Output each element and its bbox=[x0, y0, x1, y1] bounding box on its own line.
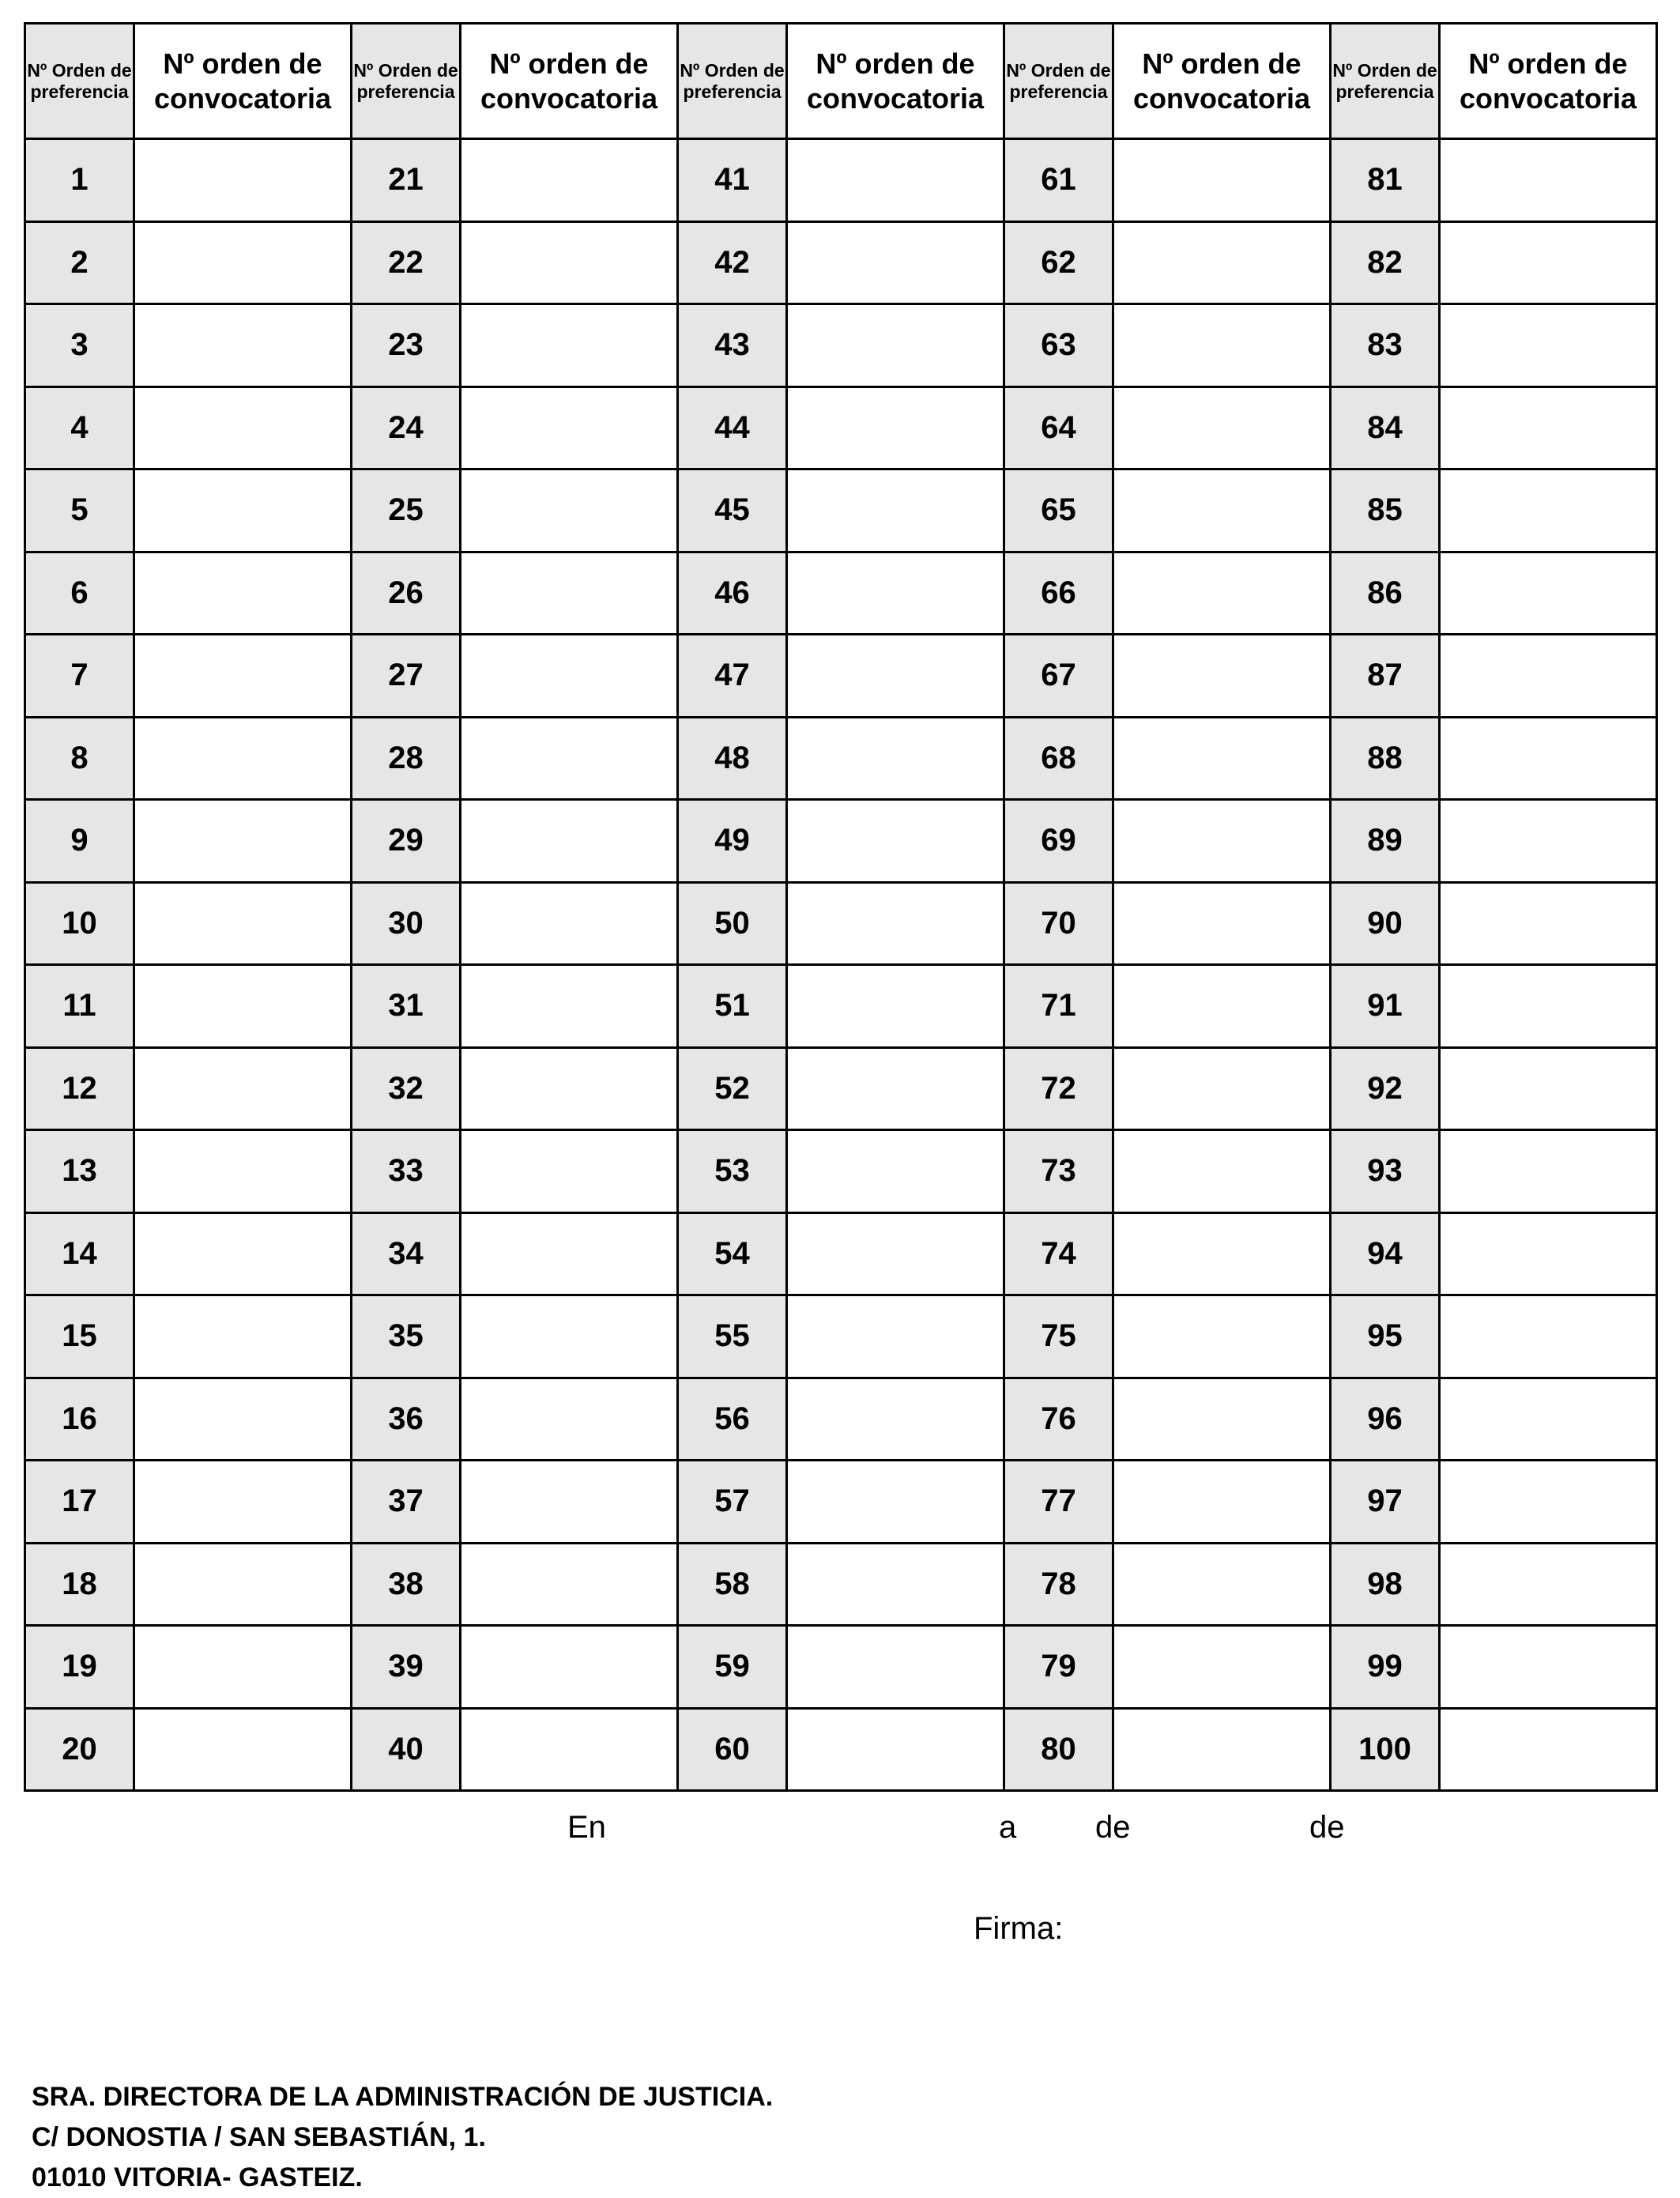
preference-number-cell: 62 bbox=[1004, 221, 1113, 304]
preference-number-cell: 24 bbox=[352, 386, 461, 469]
preference-number-cell: 2 bbox=[25, 221, 134, 304]
header-orden-convocatoria: Nº orden de convocatoria bbox=[787, 24, 1004, 139]
convocatoria-input-cell[interactable] bbox=[134, 1708, 352, 1791]
preference-number-cell: 94 bbox=[1331, 1212, 1440, 1295]
convocatoria-input-cell[interactable] bbox=[787, 386, 1004, 469]
address-line-recipient: SRA. DIRECTORA DE LA ADMINISTRACIÓN DE JUSTICIA. bbox=[32, 2082, 774, 2112]
table-row bbox=[25, 386, 1657, 469]
preference-number-cell: 88 bbox=[1331, 717, 1440, 800]
header-orden-convocatoria: Nº orden de convocatoria bbox=[134, 24, 352, 139]
date-label-de-year: de bbox=[1309, 1810, 1345, 1845]
convocatoria-input-cell[interactable] bbox=[461, 635, 678, 718]
preference-number-cell: 5 bbox=[25, 469, 134, 552]
preference-number-cell: 17 bbox=[25, 1461, 134, 1544]
date-label-a: a bbox=[999, 1810, 1017, 1845]
table-row bbox=[25, 469, 1657, 552]
preference-number-cell: 15 bbox=[25, 1295, 134, 1378]
preference-number-cell: 32 bbox=[352, 1047, 461, 1130]
convocatoria-input-cell[interactable] bbox=[461, 882, 678, 965]
preference-number-cell: 79 bbox=[1004, 1626, 1113, 1709]
preference-number-cell: 69 bbox=[1004, 800, 1113, 883]
convocatoria-input-cell[interactable] bbox=[787, 882, 1004, 965]
convocatoria-input-cell[interactable] bbox=[134, 1047, 352, 1130]
convocatoria-input-cell[interactable] bbox=[1113, 882, 1331, 965]
convocatoria-input-cell[interactable] bbox=[1113, 635, 1331, 718]
convocatoria-input-cell[interactable] bbox=[787, 1543, 1004, 1626]
preference-number-cell: 96 bbox=[1331, 1378, 1440, 1461]
convocatoria-input-cell[interactable] bbox=[134, 469, 352, 552]
convocatoria-input-cell[interactable] bbox=[461, 139, 678, 222]
convocatoria-input-cell[interactable] bbox=[461, 469, 678, 552]
recipient-address bbox=[32, 2077, 773, 2198]
preference-number-cell: 100 bbox=[1331, 1708, 1440, 1791]
convocatoria-input-cell[interactable] bbox=[787, 1626, 1004, 1709]
preference-number-cell: 89 bbox=[1331, 800, 1440, 883]
preference-number-cell: 25 bbox=[352, 469, 461, 552]
convocatoria-input-cell[interactable] bbox=[1440, 1130, 1657, 1213]
header-orden-preferencia: Nº Orden de preferencia bbox=[25, 24, 134, 139]
preference-number-cell: 42 bbox=[678, 221, 787, 304]
address-line-city: 01010 VITORIA- GASTEIZ. bbox=[32, 2162, 363, 2192]
table-row bbox=[25, 1212, 1657, 1295]
preference-table bbox=[24, 22, 1658, 1792]
convocatoria-input-cell[interactable] bbox=[461, 800, 678, 883]
preference-number-cell: 67 bbox=[1004, 635, 1113, 718]
preference-number-cell: 92 bbox=[1331, 1047, 1440, 1130]
preference-number-cell: 72 bbox=[1004, 1047, 1113, 1130]
convocatoria-input-cell[interactable] bbox=[461, 1626, 678, 1709]
preference-number-cell: 35 bbox=[352, 1295, 461, 1378]
convocatoria-input-cell[interactable] bbox=[461, 965, 678, 1048]
convocatoria-input-cell[interactable] bbox=[1440, 386, 1657, 469]
convocatoria-input-cell[interactable] bbox=[787, 469, 1004, 552]
preference-number-cell: 8 bbox=[25, 717, 134, 800]
signature-label: Firma: bbox=[974, 1911, 1064, 1946]
table-header-row bbox=[25, 24, 1657, 139]
convocatoria-input-cell[interactable] bbox=[134, 800, 352, 883]
convocatoria-input-cell[interactable] bbox=[1113, 1461, 1331, 1544]
convocatoria-input-cell[interactable] bbox=[1113, 552, 1331, 635]
date-label-de-month: de bbox=[1095, 1810, 1131, 1845]
convocatoria-input-cell[interactable] bbox=[787, 1461, 1004, 1544]
convocatoria-input-cell[interactable] bbox=[461, 1378, 678, 1461]
convocatoria-input-cell[interactable] bbox=[461, 1130, 678, 1213]
preference-number-cell: 90 bbox=[1331, 882, 1440, 965]
convocatoria-input-cell[interactable] bbox=[787, 1378, 1004, 1461]
table-row bbox=[25, 800, 1657, 883]
header-orden-convocatoria: Nº orden de convocatoria bbox=[1113, 24, 1331, 139]
convocatoria-input-cell[interactable] bbox=[134, 139, 352, 222]
convocatoria-input-cell[interactable] bbox=[461, 552, 678, 635]
preference-number-cell: 7 bbox=[25, 635, 134, 718]
preference-number-cell: 40 bbox=[352, 1708, 461, 1791]
convocatoria-input-cell[interactable] bbox=[1440, 552, 1657, 635]
convocatoria-input-cell[interactable] bbox=[134, 304, 352, 387]
preference-number-cell: 54 bbox=[678, 1212, 787, 1295]
preference-number-cell: 56 bbox=[678, 1378, 787, 1461]
header-orden-preferencia: Nº Orden de preferencia bbox=[678, 24, 787, 139]
preference-number-cell: 77 bbox=[1004, 1461, 1113, 1544]
convocatoria-input-cell[interactable] bbox=[1440, 1378, 1657, 1461]
preference-number-cell: 36 bbox=[352, 1378, 461, 1461]
convocatoria-input-cell[interactable] bbox=[461, 221, 678, 304]
header-orden-preferencia: Nº Orden de preferencia bbox=[1004, 24, 1113, 139]
preference-number-cell: 70 bbox=[1004, 882, 1113, 965]
preference-number-cell: 27 bbox=[352, 635, 461, 718]
preference-number-cell: 9 bbox=[25, 800, 134, 883]
convocatoria-input-cell[interactable] bbox=[1440, 882, 1657, 965]
convocatoria-input-cell[interactable] bbox=[1440, 304, 1657, 387]
preference-number-cell: 87 bbox=[1331, 635, 1440, 718]
convocatoria-input-cell[interactable] bbox=[461, 1295, 678, 1378]
preference-number-cell: 20 bbox=[25, 1708, 134, 1791]
preference-number-cell: 52 bbox=[678, 1047, 787, 1130]
preference-number-cell: 31 bbox=[352, 965, 461, 1048]
preference-number-cell: 97 bbox=[1331, 1461, 1440, 1544]
convocatoria-input-cell[interactable] bbox=[1113, 1047, 1331, 1130]
table-row bbox=[25, 965, 1657, 1048]
convocatoria-input-cell[interactable] bbox=[461, 1212, 678, 1295]
header-orden-preferencia: Nº Orden de preferencia bbox=[1331, 24, 1440, 139]
convocatoria-input-cell[interactable] bbox=[1113, 1212, 1331, 1295]
preference-number-cell: 66 bbox=[1004, 552, 1113, 635]
preference-number-cell: 48 bbox=[678, 717, 787, 800]
convocatoria-input-cell[interactable] bbox=[461, 386, 678, 469]
preference-number-cell: 47 bbox=[678, 635, 787, 718]
convocatoria-input-cell[interactable] bbox=[1113, 469, 1331, 552]
convocatoria-input-cell[interactable] bbox=[134, 1378, 352, 1461]
convocatoria-input-cell[interactable] bbox=[1440, 717, 1657, 800]
convocatoria-input-cell[interactable] bbox=[1440, 469, 1657, 552]
preference-number-cell: 74 bbox=[1004, 1212, 1113, 1295]
convocatoria-input-cell[interactable] bbox=[787, 139, 1004, 222]
convocatoria-input-cell[interactable] bbox=[1113, 221, 1331, 304]
preference-number-cell: 81 bbox=[1331, 139, 1440, 222]
convocatoria-input-cell[interactable] bbox=[1440, 1212, 1657, 1295]
table-row bbox=[25, 139, 1657, 222]
convocatoria-input-cell[interactable] bbox=[1113, 1378, 1331, 1461]
convocatoria-input-cell[interactable] bbox=[787, 965, 1004, 1048]
convocatoria-input-cell[interactable] bbox=[134, 1461, 352, 1544]
convocatoria-input-cell[interactable] bbox=[1440, 1626, 1657, 1709]
preference-number-cell: 98 bbox=[1331, 1543, 1440, 1626]
convocatoria-input-cell[interactable] bbox=[787, 1212, 1004, 1295]
convocatoria-input-cell[interactable] bbox=[787, 221, 1004, 304]
convocatoria-input-cell[interactable] bbox=[1113, 1295, 1331, 1378]
preference-number-cell: 4 bbox=[25, 386, 134, 469]
preference-number-cell: 53 bbox=[678, 1130, 787, 1213]
convocatoria-input-cell[interactable] bbox=[461, 1543, 678, 1626]
convocatoria-input-cell[interactable] bbox=[134, 221, 352, 304]
table-row bbox=[25, 717, 1657, 800]
preference-number-cell: 18 bbox=[25, 1543, 134, 1626]
preference-number-cell: 60 bbox=[678, 1708, 787, 1791]
preference-number-cell: 68 bbox=[1004, 717, 1113, 800]
table-body bbox=[25, 139, 1657, 1791]
convocatoria-input-cell[interactable] bbox=[1440, 1047, 1657, 1130]
preference-number-cell: 34 bbox=[352, 1212, 461, 1295]
table-row bbox=[25, 1626, 1657, 1709]
convocatoria-input-cell[interactable] bbox=[134, 1543, 352, 1626]
convocatoria-input-cell[interactable] bbox=[1440, 965, 1657, 1048]
convocatoria-input-cell[interactable] bbox=[1113, 965, 1331, 1048]
table-row bbox=[25, 1461, 1657, 1544]
convocatoria-input-cell[interactable] bbox=[787, 1295, 1004, 1378]
convocatoria-input-cell[interactable] bbox=[134, 552, 352, 635]
preference-number-cell: 41 bbox=[678, 139, 787, 222]
preference-number-cell: 99 bbox=[1331, 1626, 1440, 1709]
convocatoria-input-cell[interactable] bbox=[1440, 1295, 1657, 1378]
table-row bbox=[25, 882, 1657, 965]
table-row bbox=[25, 1708, 1657, 1791]
convocatoria-input-cell[interactable] bbox=[1113, 139, 1331, 222]
preference-number-cell: 93 bbox=[1331, 1130, 1440, 1213]
preference-number-cell: 43 bbox=[678, 304, 787, 387]
preference-number-cell: 46 bbox=[678, 552, 787, 635]
preference-number-cell: 28 bbox=[352, 717, 461, 800]
convocatoria-input-cell[interactable] bbox=[787, 552, 1004, 635]
preference-number-cell: 71 bbox=[1004, 965, 1113, 1048]
table-row bbox=[25, 1378, 1657, 1461]
preference-number-cell: 91 bbox=[1331, 965, 1440, 1048]
preference-number-cell: 6 bbox=[25, 552, 134, 635]
preference-number-cell: 59 bbox=[678, 1626, 787, 1709]
preference-number-cell: 57 bbox=[678, 1461, 787, 1544]
preference-number-cell: 37 bbox=[352, 1461, 461, 1544]
table-row bbox=[25, 304, 1657, 387]
convocatoria-input-cell[interactable] bbox=[787, 717, 1004, 800]
preference-number-cell: 51 bbox=[678, 965, 787, 1048]
preference-number-cell: 65 bbox=[1004, 469, 1113, 552]
preference-number-cell: 14 bbox=[25, 1212, 134, 1295]
convocatoria-input-cell[interactable] bbox=[461, 1708, 678, 1791]
preference-number-cell: 64 bbox=[1004, 386, 1113, 469]
preference-number-cell: 12 bbox=[25, 1047, 134, 1130]
preference-number-cell: 13 bbox=[25, 1130, 134, 1213]
convocatoria-input-cell[interactable] bbox=[787, 304, 1004, 387]
convocatoria-input-cell[interactable] bbox=[1113, 304, 1331, 387]
convocatoria-input-cell[interactable] bbox=[461, 304, 678, 387]
table-row bbox=[25, 1543, 1657, 1626]
header-orden-convocatoria: Nº orden de convocatoria bbox=[1440, 24, 1657, 139]
preference-number-cell: 3 bbox=[25, 304, 134, 387]
convocatoria-input-cell[interactable] bbox=[1113, 1130, 1331, 1213]
convocatoria-input-cell[interactable] bbox=[1440, 1543, 1657, 1626]
convocatoria-input-cell[interactable] bbox=[134, 1130, 352, 1213]
convocatoria-input-cell[interactable] bbox=[134, 717, 352, 800]
preference-number-cell: 76 bbox=[1004, 1378, 1113, 1461]
table-row bbox=[25, 635, 1657, 718]
preference-number-cell: 73 bbox=[1004, 1130, 1113, 1213]
table-row bbox=[25, 1295, 1657, 1378]
preference-number-cell: 10 bbox=[25, 882, 134, 965]
convocatoria-input-cell[interactable] bbox=[1440, 1461, 1657, 1544]
preference-number-cell: 26 bbox=[352, 552, 461, 635]
convocatoria-input-cell[interactable] bbox=[1113, 1626, 1331, 1709]
preference-number-cell: 84 bbox=[1331, 386, 1440, 469]
preference-number-cell: 38 bbox=[352, 1543, 461, 1626]
table-row bbox=[25, 1047, 1657, 1130]
preference-number-cell: 39 bbox=[352, 1626, 461, 1709]
convocatoria-input-cell[interactable] bbox=[134, 1212, 352, 1295]
preference-number-cell: 58 bbox=[678, 1543, 787, 1626]
convocatoria-input-cell[interactable] bbox=[1440, 221, 1657, 304]
address-line-street: C/ DONOSTIA / SAN SEBASTIÁN, 1. bbox=[32, 2122, 486, 2152]
convocatoria-input-cell[interactable] bbox=[787, 1708, 1004, 1791]
convocatoria-input-cell[interactable] bbox=[787, 800, 1004, 883]
table-row bbox=[25, 552, 1657, 635]
preference-number-cell: 49 bbox=[678, 800, 787, 883]
preference-number-cell: 75 bbox=[1004, 1295, 1113, 1378]
preference-number-cell: 29 bbox=[352, 800, 461, 883]
convocatoria-input-cell[interactable] bbox=[134, 386, 352, 469]
convocatoria-input-cell[interactable] bbox=[787, 1047, 1004, 1130]
preference-number-cell: 95 bbox=[1331, 1295, 1440, 1378]
convocatoria-input-cell[interactable] bbox=[1113, 386, 1331, 469]
preference-number-cell: 86 bbox=[1331, 552, 1440, 635]
preference-number-cell: 11 bbox=[25, 965, 134, 1048]
preference-number-cell: 82 bbox=[1331, 221, 1440, 304]
convocatoria-input-cell[interactable] bbox=[1113, 1543, 1331, 1626]
preference-number-cell: 85 bbox=[1331, 469, 1440, 552]
preference-number-cell: 30 bbox=[352, 882, 461, 965]
convocatoria-input-cell[interactable] bbox=[1440, 139, 1657, 222]
preference-number-cell: 83 bbox=[1331, 304, 1440, 387]
preference-number-cell: 63 bbox=[1004, 304, 1113, 387]
preference-number-cell: 19 bbox=[25, 1626, 134, 1709]
convocatoria-input-cell[interactable] bbox=[1440, 635, 1657, 718]
convocatoria-input-cell[interactable] bbox=[1440, 800, 1657, 883]
preference-number-cell: 33 bbox=[352, 1130, 461, 1213]
convocatoria-input-cell[interactable] bbox=[461, 717, 678, 800]
preference-number-cell: 80 bbox=[1004, 1708, 1113, 1791]
place-label-en: En bbox=[567, 1810, 606, 1845]
preference-number-cell: 23 bbox=[352, 304, 461, 387]
preference-number-cell: 61 bbox=[1004, 139, 1113, 222]
convocatoria-input-cell[interactable] bbox=[134, 1295, 352, 1378]
convocatoria-input-cell[interactable] bbox=[134, 965, 352, 1048]
convocatoria-input-cell[interactable] bbox=[461, 1461, 678, 1544]
preference-number-cell: 45 bbox=[678, 469, 787, 552]
header-orden-preferencia: Nº Orden de preferencia bbox=[352, 24, 461, 139]
convocatoria-input-cell[interactable] bbox=[787, 635, 1004, 718]
header-orden-convocatoria: Nº orden de convocatoria bbox=[461, 24, 678, 139]
convocatoria-input-cell[interactable] bbox=[461, 1047, 678, 1130]
convocatoria-input-cell[interactable] bbox=[1113, 1708, 1331, 1791]
preference-number-cell: 1 bbox=[25, 139, 134, 222]
table-row bbox=[25, 1130, 1657, 1213]
preference-number-cell: 50 bbox=[678, 882, 787, 965]
convocatoria-input-cell[interactable] bbox=[134, 882, 352, 965]
preference-number-cell: 55 bbox=[678, 1295, 787, 1378]
preference-number-cell: 44 bbox=[678, 386, 787, 469]
convocatoria-input-cell[interactable] bbox=[134, 635, 352, 718]
convocatoria-input-cell[interactable] bbox=[1440, 1708, 1657, 1791]
convocatoria-input-cell[interactable] bbox=[1113, 800, 1331, 883]
convocatoria-input-cell[interactable] bbox=[1113, 717, 1331, 800]
convocatoria-input-cell[interactable] bbox=[787, 1130, 1004, 1213]
preference-number-cell: 22 bbox=[352, 221, 461, 304]
preference-number-cell: 78 bbox=[1004, 1543, 1113, 1626]
convocatoria-input-cell[interactable] bbox=[134, 1626, 352, 1709]
preference-number-cell: 21 bbox=[352, 139, 461, 222]
preference-number-cell: 16 bbox=[25, 1378, 134, 1461]
table-row bbox=[25, 221, 1657, 304]
